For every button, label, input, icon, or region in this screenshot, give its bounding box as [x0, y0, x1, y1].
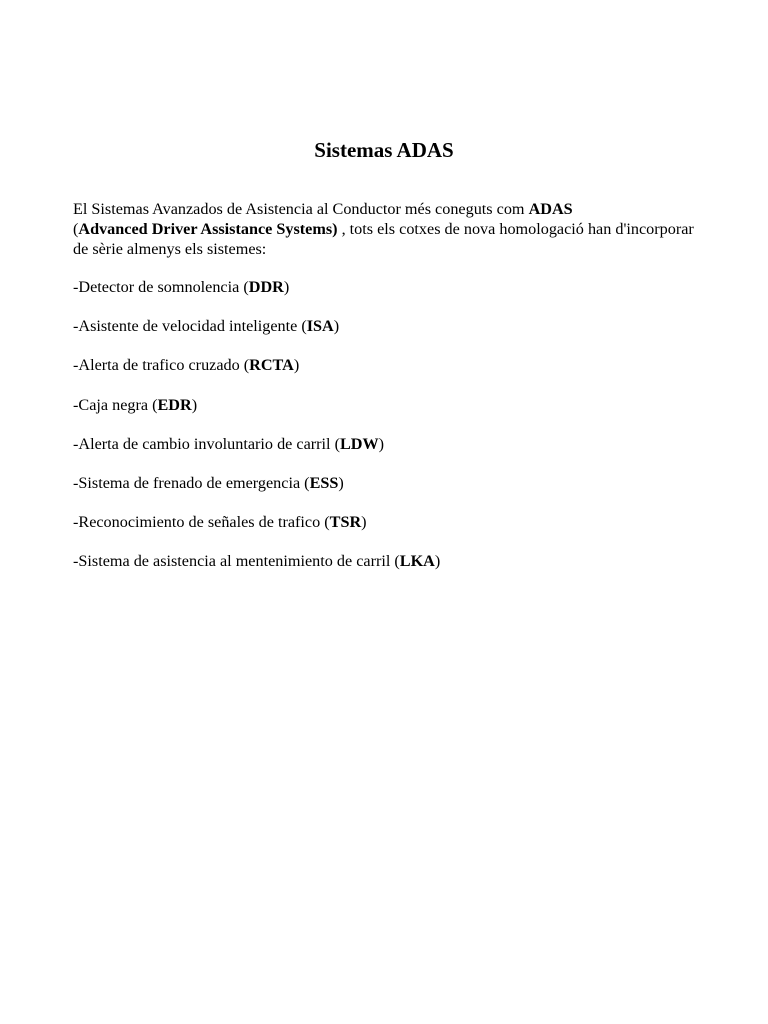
item-prefix: -Sistema de asistencia al mentenimiento de carril ( [73, 552, 400, 571]
list-item [73, 395, 703, 434]
item-code: ISA [306, 317, 334, 336]
item-prefix: -Alerta de cambio involuntario de carril ( [73, 434, 340, 453]
item-suffix: ) [378, 434, 385, 453]
intro-full-name: Advanced Driver Assistance Systems) [78, 220, 338, 238]
item-code: ESS [309, 473, 339, 492]
item-prefix: -Caja negra ( [73, 395, 158, 414]
item-code: TSR [329, 513, 362, 532]
item-prefix: -Alerta de trafico cruzado ( [73, 356, 250, 375]
item-code: RCTA [249, 356, 294, 375]
item-prefix: -Reconocimiento de señales de trafico ( [73, 513, 330, 532]
intro-text-1: El Sistemas Avanzados de Asistencia al Conductor més coneguts com [73, 200, 529, 218]
item-code: LDW [339, 434, 379, 453]
item-code: DDR [248, 278, 284, 296]
list-item [73, 355, 703, 394]
list-item [73, 551, 703, 590]
list-item [73, 434, 703, 473]
item-suffix: ) [191, 395, 198, 414]
item-code: EDR [157, 395, 192, 414]
page-title: Sistemas ADAS [314, 138, 454, 162]
list-item [73, 512, 703, 551]
systems-list [73, 277, 703, 591]
item-suffix: ) [361, 513, 367, 532]
item-prefix: -Detector de somnolencia ( [73, 278, 249, 296]
intro-text-2: ( [73, 220, 79, 238]
intro-acronym: ADAS [528, 200, 573, 218]
item-suffix: ) [293, 356, 300, 375]
intro-paragraph [73, 199, 703, 259]
item-prefix: -Asistente de velocidad inteligente ( [73, 317, 307, 336]
item-suffix: ) [333, 317, 340, 336]
list-item [73, 277, 703, 316]
item-suffix: ) [283, 278, 290, 296]
item-suffix: ) [434, 552, 441, 571]
item-prefix: -Sistema de frenado de emergencia ( [73, 473, 310, 492]
list-item [73, 473, 703, 512]
list-item [73, 316, 703, 355]
item-code: LKA [399, 552, 435, 571]
item-suffix: ) [338, 473, 344, 492]
intro-text-3: , tots els cotxes de nova homologació han d'incorporar de sèrie almenys els sistemes: [73, 220, 694, 258]
